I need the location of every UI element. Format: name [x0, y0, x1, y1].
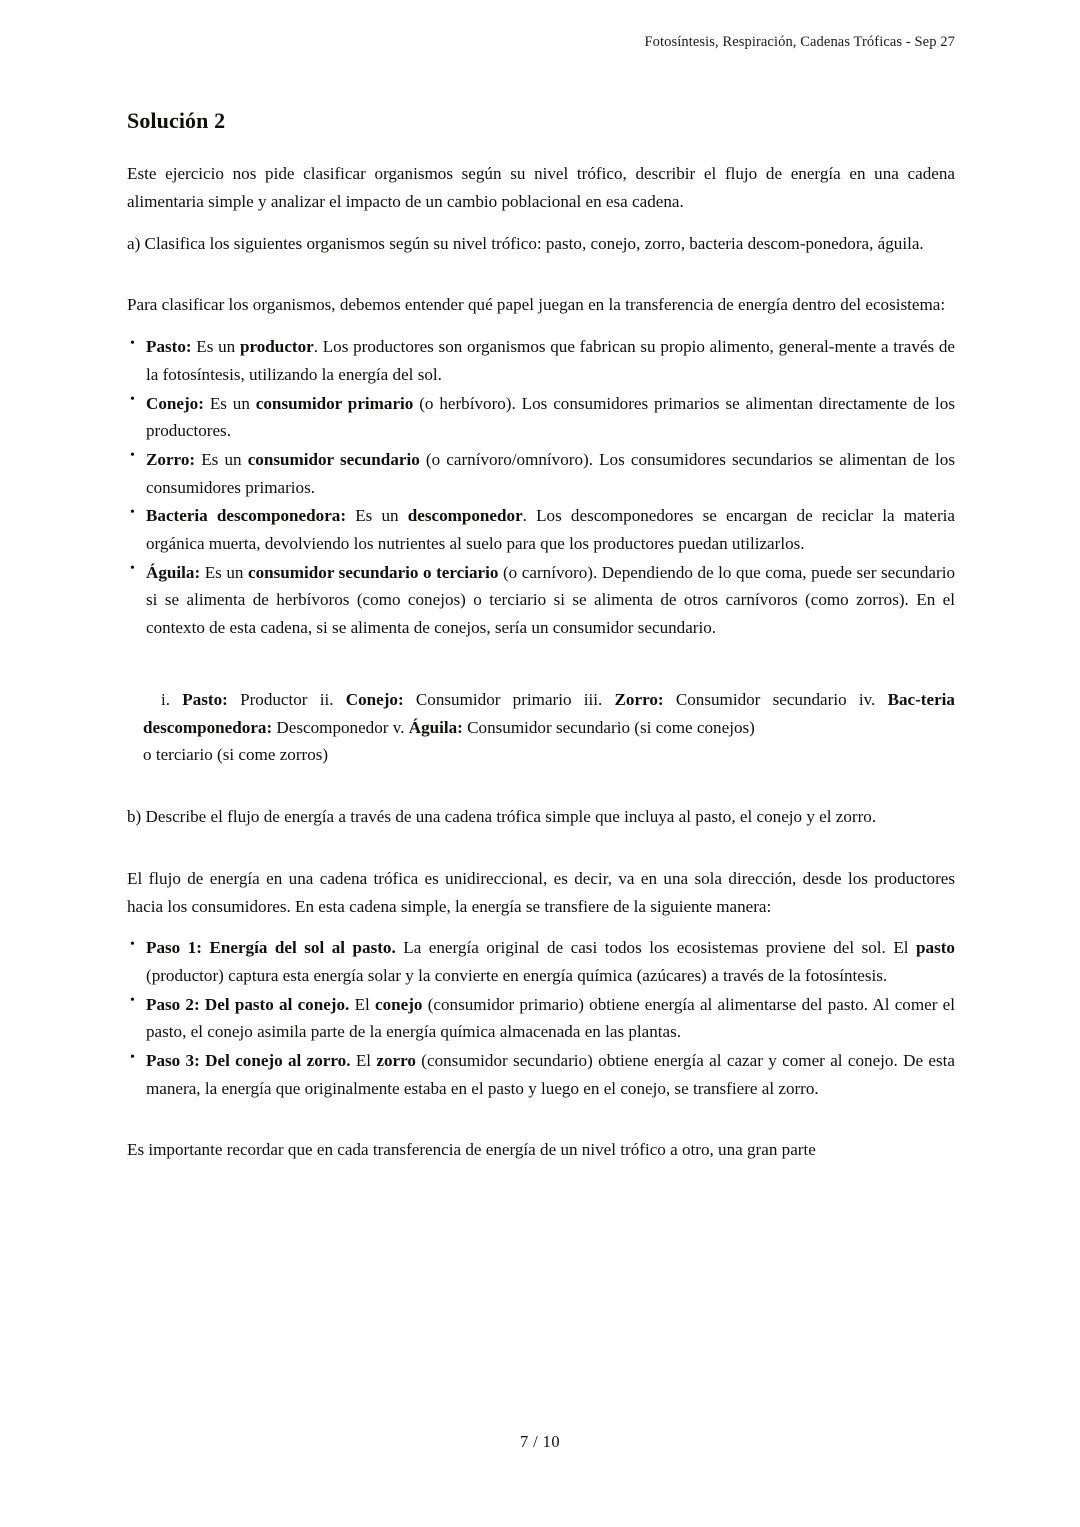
list-item: [127, 446, 955, 501]
step-emphasis: pasto: [916, 938, 955, 958]
list-item: [127, 502, 955, 557]
step-part1: La energía original de casi todos los ecosistemas proviene del sol. El: [395, 938, 917, 958]
list-item: [127, 991, 955, 1046]
step-part1: El: [349, 994, 376, 1014]
list-item: [127, 1047, 955, 1102]
step-part2: (productor) captura esta energía solar y la convierte en energía química (azúcares) a través de la fotosíntesis.: [146, 966, 888, 986]
list-item-term: Bacteria descomponedora:: [146, 506, 347, 526]
step-term: Paso 3: Del conejo al zorro.: [146, 1051, 351, 1071]
lead-paragraph-b: El flujo de energía en una cadena trófica es unidireccional, es decir, va en una sola dirección, desde los productores hacia los consumidores. En esta cadena simple, la energía se transfiere de la siguiente manera:: [127, 868, 955, 916]
list-item-lead: Es un: [191, 337, 240, 357]
step-emphasis: conejo: [375, 994, 423, 1014]
numeral-i: i.: [161, 689, 171, 709]
list-item-lead: Es un: [200, 562, 248, 582]
lead-paragraph-a: Para clasificar los organismos, debemos entender qué papel juegan en la transferencia de energía dentro del ecosistema:: [127, 295, 946, 315]
question-a: a) Clasifica los siguientes organismos según su nivel trófico: pasto, conejo, zorro, bacteria descom-ponedora, águila.: [127, 233, 924, 253]
page-title: Solución 2: [127, 108, 226, 133]
numeral-iv: iv.: [858, 689, 876, 709]
page-number: 7 / 10: [520, 1432, 560, 1451]
summary-value-bacteria: Descomponedor: [272, 717, 393, 737]
list-item-role: descomponedor: [407, 506, 523, 526]
list-item-term: Pasto:: [146, 337, 192, 357]
question-b: b) Describe el flujo de energía a través de una cadena trófica simple que incluya al pasto, el conejo y el zorro.: [127, 807, 877, 827]
energy-steps-list: [127, 934, 955, 1102]
step-part2: (consumidor primario) obtiene energía al alimentarse del pasto. Al comer el pasto, el conejo asimila parte de la energía química almacenada en las plantas.: [146, 994, 955, 1042]
list-item: [127, 333, 955, 388]
running-header: Fotosíntesis, Respiración, Cadenas Tróficas - Sep 27: [644, 34, 955, 50]
list-item-lead: Es un: [203, 393, 256, 413]
summary-term-bacteria: Bac-teria descomponedora:: [143, 689, 955, 737]
numeral-iii: iii.: [583, 689, 603, 709]
list-item: [127, 559, 955, 642]
list-item-role: productor: [239, 337, 314, 357]
summary-term-conejo: Conejo:: [345, 689, 404, 709]
list-item-rest: (o carnívoro). Dependiendo de lo que coma, puede ser secundario si se alimenta de herbívoros (como conejos) o terciario si se alimenta de otros carnívoros (como zorros). En el contexto de esta cadena, si se alimenta de conejos, sería un consumidor secundario.: [146, 562, 956, 638]
list-item-rest: (o herbívoro). Los consumidores primarios se alimentan directamente de los productores.: [146, 393, 956, 441]
list-item-lead: Es un: [195, 449, 248, 469]
summary-value-zorro: Consumidor secundario: [663, 689, 859, 709]
closing-paragraph: Es importante recordar que en cada transferencia de energía de un nivel trófico a otro, una gran parte: [127, 1140, 816, 1160]
step-emphasis: zorro: [376, 1051, 416, 1071]
list-item-role: consumidor secundario o terciario: [248, 562, 499, 582]
document-content: [127, 108, 955, 1164]
list-item: [127, 390, 955, 445]
summary-block: [127, 686, 955, 770]
step-part1: El: [350, 1051, 377, 1071]
list-item-role: consumidor secundario: [247, 449, 420, 469]
summary-value-pasto: Productor: [227, 689, 320, 709]
step-term: Paso 2: Del pasto al conejo.: [146, 994, 350, 1014]
step-term: Paso 1: Energía del sol al pasto.: [146, 938, 396, 958]
list-item-rest: . Los descomponedores se encargan de reciclar la materia orgánica muerta, devolviendo los nutrientes al suelo para que los productores puedan utilizarlos.: [146, 506, 956, 553]
list-item-rest: (o carnívoro/omnívoro). Los consumidores secundarios se alimentan de los consumidores primarios.: [146, 449, 956, 497]
numeral-v: v.: [392, 717, 405, 737]
intro-paragraph: Este ejercicio nos pide clasificar organismos según su nivel trófico, describir el flujo de energía en una cadena alimentaria simple y analizar el impacto de un cambio poblacional en esa cadena.: [127, 164, 955, 212]
list-item-term: Zorro:: [146, 449, 196, 469]
list-item-lead: Es un: [346, 506, 408, 526]
summary-term-pasto: Pasto:: [182, 689, 228, 709]
summary-line-1: [143, 686, 955, 742]
numeral-ii: ii.: [319, 689, 334, 709]
summary-line-2: o terciario (si come zorros): [143, 745, 329, 765]
summary-term-aguila: Águila:: [408, 717, 463, 737]
list-item-role: consumidor primario: [255, 393, 414, 413]
list-item-rest: . Los productores son organismos que fabrican su propio alimento, general-mente a través de la fotosíntesis, utilizando la energía del sol.: [146, 337, 955, 384]
summary-value-conejo: Consumidor primario: [403, 689, 584, 709]
list-item-term: Águila:: [146, 562, 201, 582]
classification-list: [127, 333, 955, 642]
list-item-term: Conejo:: [146, 393, 204, 413]
summary-value-aguila: Consumidor secundario (si come conejos): [462, 717, 755, 737]
list-item: [127, 934, 955, 989]
summary-term-zorro: Zorro:: [614, 689, 664, 709]
step-part2: (consumidor secundario) obtiene energía al cazar y comer al conejo. De esta manera, la energía que originalmente estaba en el pasto y luego en el conejo, se transfiere al zorro.: [146, 1051, 955, 1098]
